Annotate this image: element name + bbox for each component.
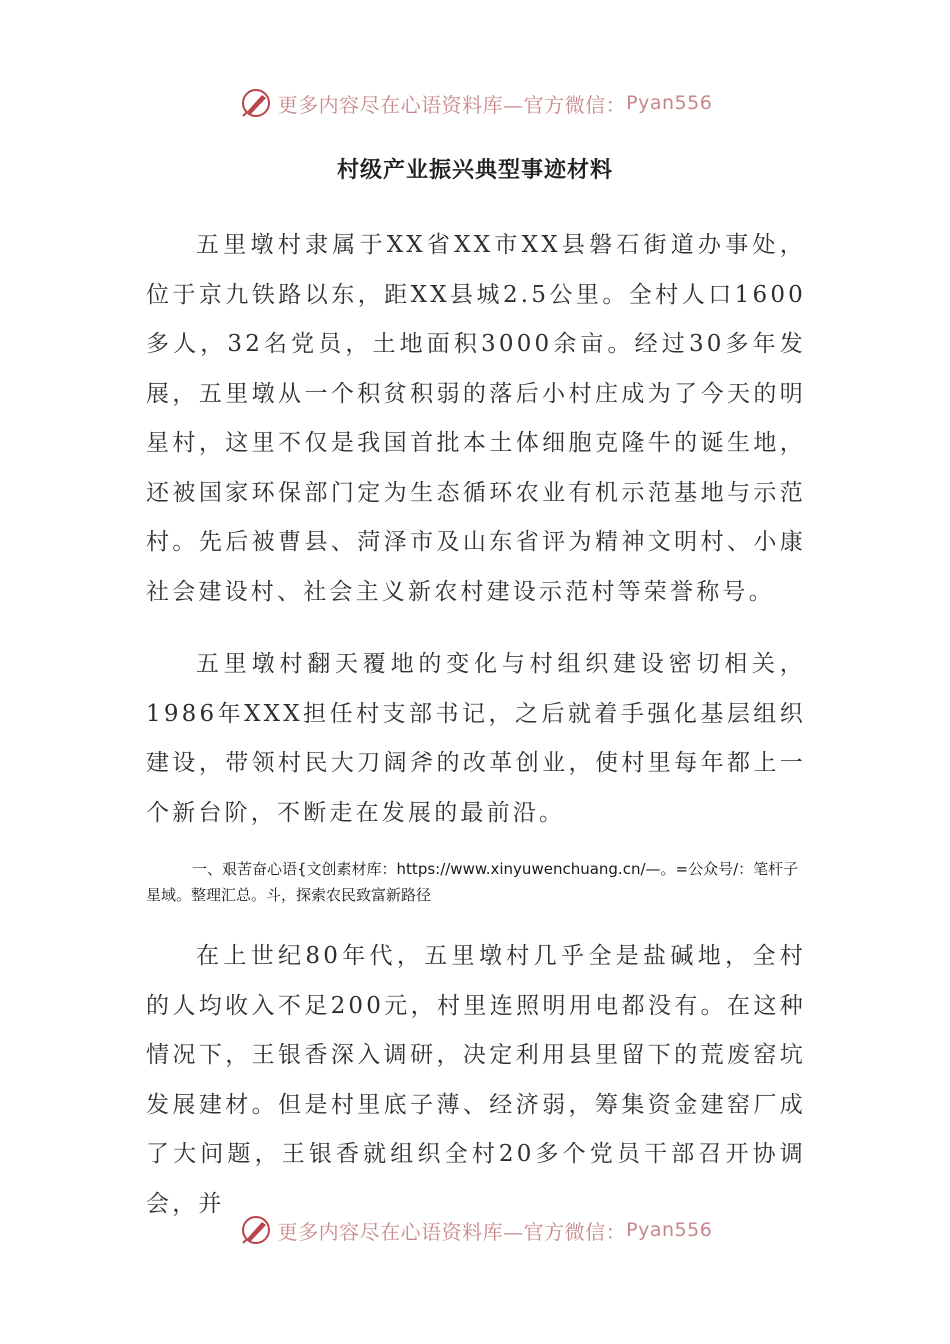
paragraph-intro: 五里墩村隶属于XX省XX市XX县磐石街道办事处，位于京九铁路以东，距XX县城2.5公里。全村人口1600多人，32名党员，土地面积3000余亩。经过30多年发展，五里墩从一个积贫积弱的落后小村庄成为了今天的明星村，这里不仅是我国首批本土体细胞克隆牛的诞生地，还被国家环保部门定为生态循环农业有机示范基地与示范村。先后被曹县、菏泽市及山东省评为精神文明村、小康社会建设村、社会主义新农村建设示范村等荣誉称号。 xyxy=(146,232,806,605)
pen-logo-icon xyxy=(238,1212,274,1248)
footer-banner xyxy=(0,1210,950,1250)
banner-text: 更多内容尽在心语资料库—官方微信： xyxy=(277,92,627,117)
paragraph-history: 在上世纪80年代，五里墩村几乎全是盐碱地，全村的人均收入不足200元，村里连照明用电都没有。在这种情况下，王银香深入调研，决定利用县里留下的荒废窑坑发展建材。但是村里底子薄、经济弱，筹集资金建窑厂成了大问题，王银香就组织全村20多个党员干部召开协调会，并 xyxy=(146,943,806,1217)
header-banner xyxy=(0,83,950,123)
banner-wechat-id: Pyan556 xyxy=(626,92,713,114)
document-title: 村级产业振兴典型事迹材料 xyxy=(336,158,613,183)
banner-text: 更多内容尽在心语资料库—官方微信： xyxy=(277,1219,627,1244)
pen-logo-icon xyxy=(238,85,274,121)
paragraph-change: 五里墩村翻天覆地的变化与村组织建设密切相关，1986年XXX担任村支部书记，之后就着手强化基层组织建设，带领村民大刀阔斧的改革创业，使村里每年都上一个新台阶，不断走在发展的最前沿。 xyxy=(146,651,806,826)
section-heading: 一、艰苦奋心语{文创素材库：https://www.xinyuwenchuang.cn/—。=公众号/：笔杆子星域。整理汇总。斗，探索农民致富新路径 xyxy=(146,860,799,904)
banner-wechat-id: Pyan556 xyxy=(626,1219,713,1241)
